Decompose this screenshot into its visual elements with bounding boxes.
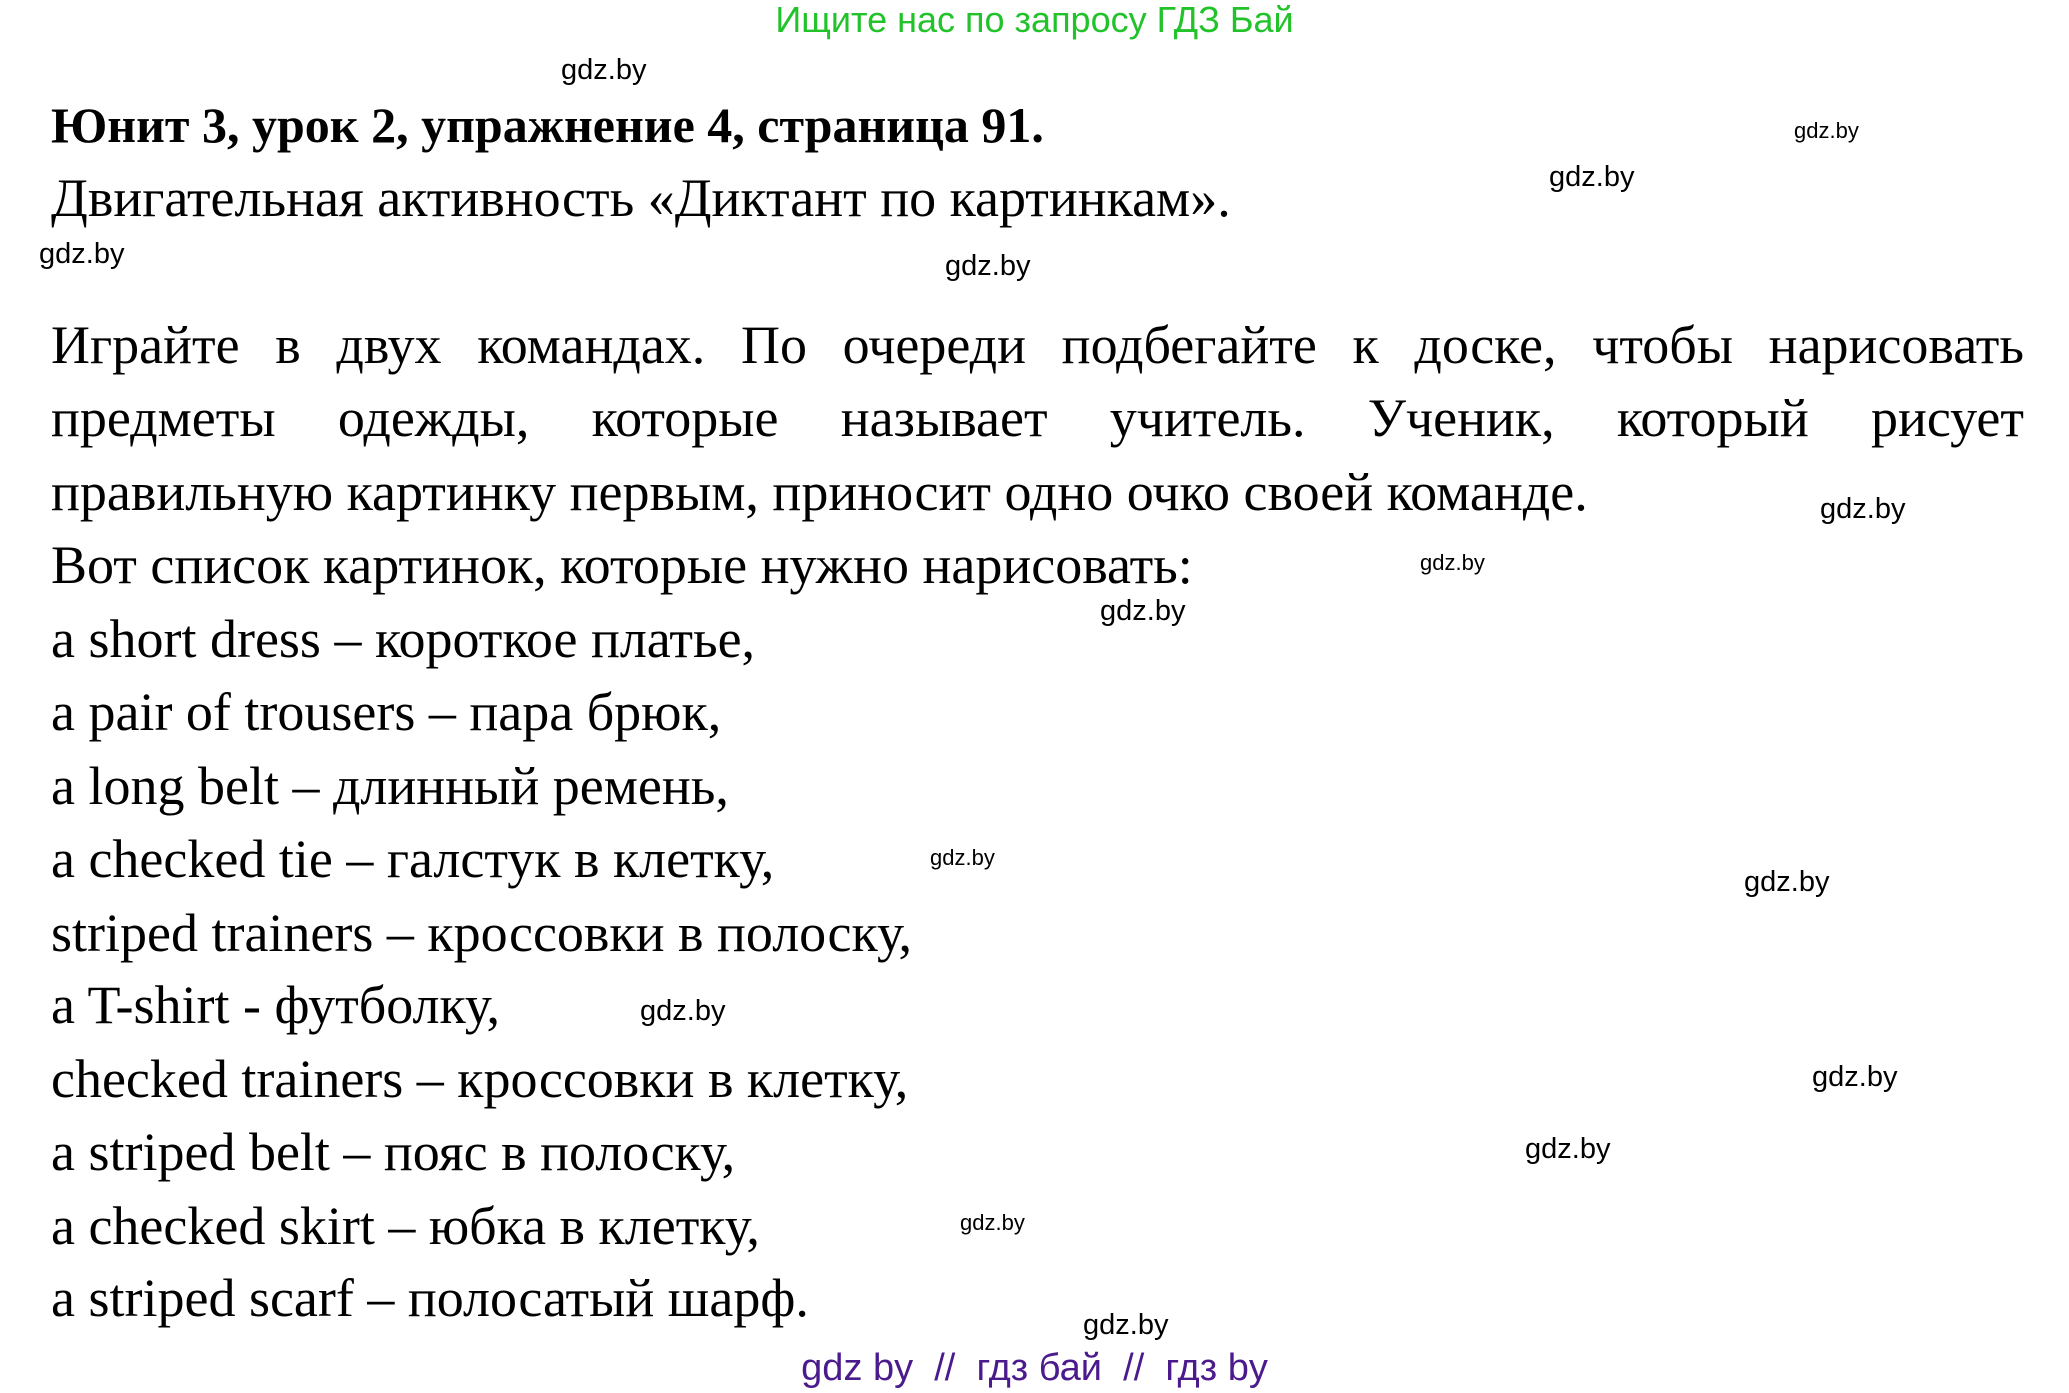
page-title: Юнит 3, урок 2, упражнение 4, страница 91. — [51, 97, 1044, 153]
paragraph-line: правильную картинку первым, приносит одно очко своей команде. — [51, 462, 1588, 522]
watermark: gdz.by — [561, 54, 647, 86]
watermark: gdz.by — [1744, 866, 1830, 898]
watermark: gdz.by — [1083, 1309, 1169, 1341]
watermark: gdz.by — [1820, 493, 1906, 525]
list-intro: Вот список картинок, которые нужно нарисовать: — [51, 535, 1193, 595]
watermark: gdz.by — [1420, 550, 1485, 575]
list-item: a checked skirt – юбка в клетку, — [51, 1196, 760, 1256]
watermark: gdz.by — [39, 238, 125, 270]
watermark: gdz.by — [930, 845, 995, 870]
footer-links: gdz by // гдз бай // гдз by — [801, 1347, 1268, 1389]
watermark: gdz.by — [1100, 595, 1186, 627]
watermark: gdz.by — [945, 250, 1031, 282]
list-item: a checked tie – галстук в клетку, — [51, 829, 775, 889]
watermark: gdz.by — [960, 1210, 1025, 1235]
watermark: gdz.by — [1525, 1133, 1611, 1165]
list-item: a pair of trousers – пара брюк, — [51, 682, 722, 742]
paragraph-line: предметы одежды, которые называет учитель. Ученик, который рисует — [51, 388, 2024, 448]
list-item: a striped scarf – полосатый шарф. — [51, 1268, 809, 1328]
list-item: striped trainers – кроссовки в полоску, — [51, 903, 913, 963]
search-banner: Ищите нас по запросу ГДЗ Бай — [775, 0, 1294, 40]
watermark: gdz.by — [1794, 118, 1859, 143]
list-item: a long belt – длинный ремень, — [51, 756, 729, 816]
list-item: a short dress – короткое платье, — [51, 609, 756, 669]
list-item: checked trainers – кроссовки в клетку, — [51, 1049, 909, 1109]
watermark: gdz.by — [1549, 161, 1635, 193]
paragraph-line: Играйте в двух командах. По очереди подбегайте к доске, чтобы нарисовать — [51, 315, 2024, 375]
watermark: gdz.by — [1812, 1061, 1898, 1093]
list-item: a T-shirt - футболку, — [51, 975, 501, 1035]
subtitle: Двигательная активность «Диктант по картинкам». — [51, 168, 1231, 228]
list-item: a striped belt – пояс в полоску, — [51, 1122, 736, 1182]
watermark: gdz.by — [640, 995, 726, 1027]
